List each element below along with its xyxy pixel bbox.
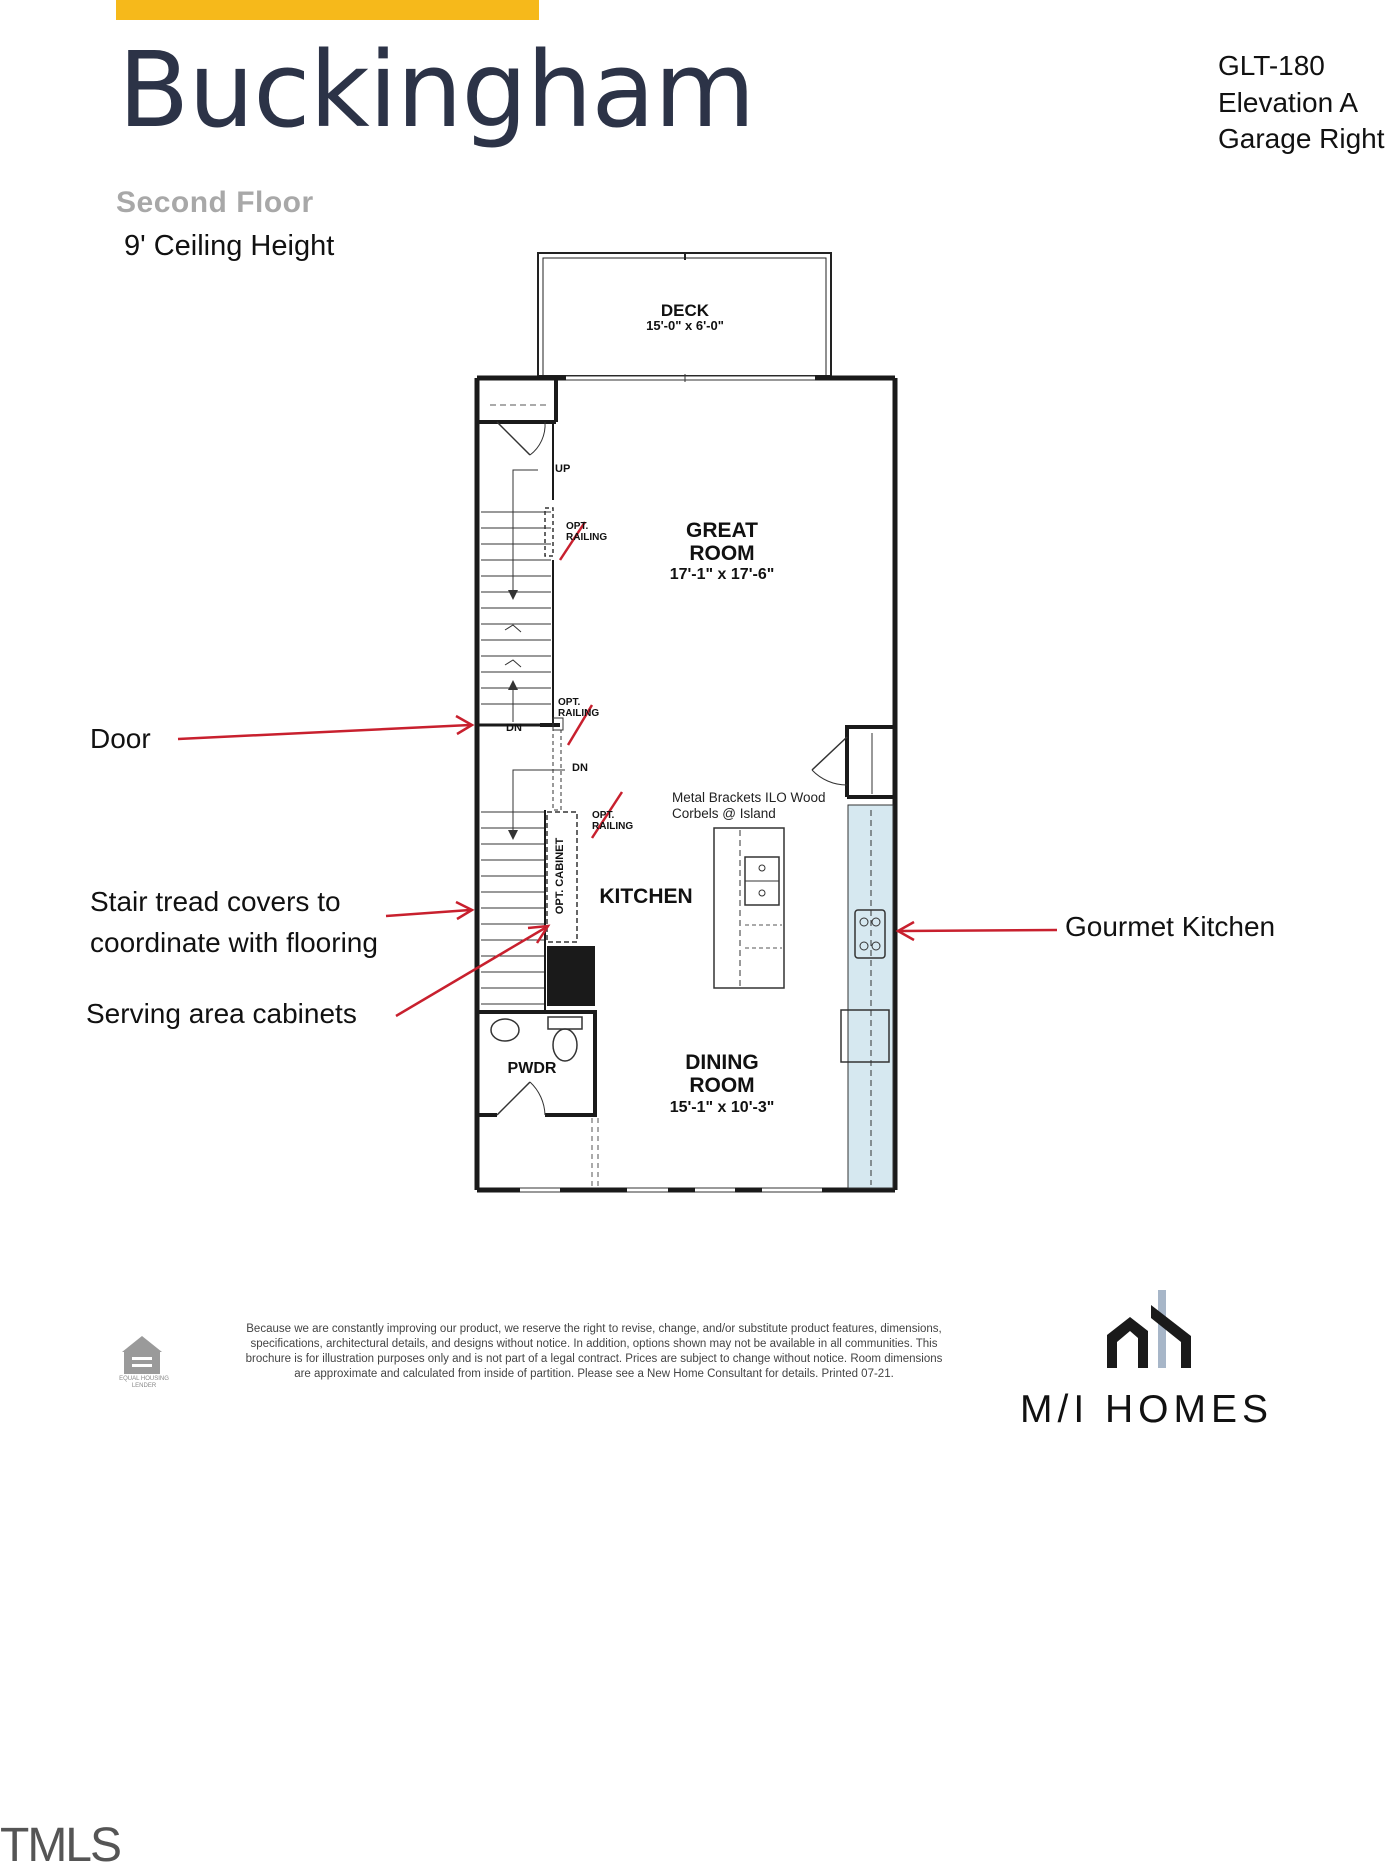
deck-dims: 15'-0" x 6'-0" (646, 318, 724, 333)
right-closet-walls (845, 727, 895, 797)
lower-stair-treads (481, 812, 545, 1004)
dining-room-label-2: ROOM (689, 1074, 755, 1097)
stair-dn-lower-label: DN (572, 762, 588, 774)
great-room-dims: 17'-1" x 17'-6" (669, 566, 775, 583)
brand-name: M/I HOMES (1020, 1388, 1274, 1431)
opt-railing-upper (566, 521, 607, 543)
island-note-line1: Metal Brackets ILO Wood (672, 790, 826, 805)
kitchen-island (714, 828, 784, 988)
dining-room-label: DINING (685, 1051, 759, 1074)
dining-room-dims: 15'-1" x 10'-3" (669, 1099, 775, 1116)
watermark: TMLS (0, 1819, 121, 1872)
plan-code: GLT-180 (1218, 50, 1325, 81)
equal-housing-icon (122, 1336, 162, 1374)
sink-icon (491, 1019, 519, 1041)
upper-stair-treads (481, 512, 551, 704)
annotation-gourmet: Gourmet Kitchen (1065, 911, 1276, 942)
opt-railing-middle-line1: OPT. (558, 697, 581, 708)
house-icon (1107, 1290, 1191, 1368)
annotation-arrows (178, 716, 1057, 1016)
page-title: Buckingham (118, 29, 755, 151)
annotation-stair-line1: Stair tread covers to (90, 886, 341, 917)
annotation-door: Door (90, 723, 151, 754)
powder-room-label: PWDR (507, 1060, 557, 1077)
toilet-icon (553, 1029, 577, 1061)
opt-railing-lower (592, 810, 633, 832)
opt-railing-lower-line2: RAILING (592, 821, 634, 832)
opt-railing-upper-line1: OPT. (566, 521, 589, 532)
closet-door (497, 422, 530, 455)
island-note-line2: Corbels @ Island (672, 806, 776, 821)
ceiling-height-label: 9' Ceiling Height (124, 230, 335, 262)
stair-dn-upper-label: DN (506, 722, 522, 734)
opt-cabinet-label: OPT. CABINET (554, 837, 566, 915)
deck-label: DECK (660, 301, 710, 320)
column-block (547, 946, 595, 1006)
floor-label: Second Floor (116, 186, 314, 219)
opt-railing-upper-line2: RAILING (566, 532, 608, 543)
opt-railing-lower-line1: OPT. (592, 810, 615, 821)
plan-garage: Garage Right (1218, 123, 1385, 154)
equal-housing-line2: LENDER (131, 1383, 157, 1389)
equal-housing-text (116, 1376, 172, 1390)
stair-up-label: UP (555, 463, 571, 475)
closet-walls (477, 378, 556, 422)
great-room-label: GREAT (686, 519, 758, 542)
kitchen-label: KITCHEN (599, 885, 693, 908)
equal-housing-line1: EQUAL HOUSING (119, 1376, 169, 1382)
opt-railing-middle-line2: RAILING (558, 708, 600, 719)
annotation-stair-line2: coordinate with flooring (90, 927, 378, 958)
disclaimer: Because we are constantly improving our product, we reserve the right to revise, change, and/or substitute product features, dimensions, specifications, architectural details, and designs without notice. In addition, options shown may not be available in all communities. This brochure is for illustration purposes only and is not part of a legal contract. Prices are subject to change without notice. Room dimensions are approximate and calculated from inside of partition. Please see a New Home Consultant for details. Printed 07-21. (245, 1323, 943, 1380)
great-room-label-2: ROOM (689, 542, 755, 565)
annotation-serving: Serving area cabinets (86, 998, 357, 1029)
plan-elevation: Elevation A (1218, 87, 1359, 118)
opt-railing-middle (558, 697, 599, 719)
